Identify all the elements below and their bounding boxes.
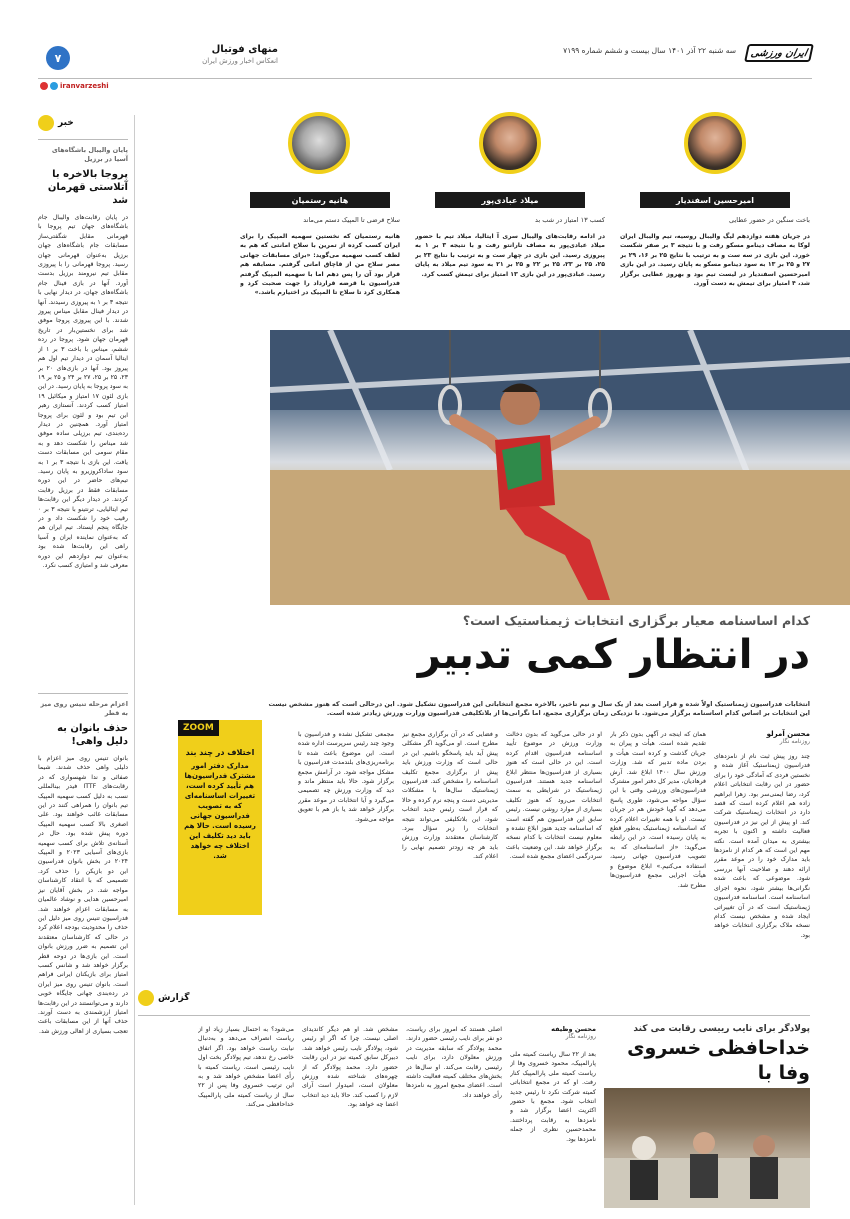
author-name: محسن آمرلو: [766, 730, 810, 738]
news-badge-label: خبر: [58, 118, 74, 128]
report-headline-line1: خداحافظی خسروی وفا با: [627, 1037, 810, 1084]
article-column: مجمعی تشکیل نشده و فدراسیون با وجود چند رئیس سرپرست اداره شده است. این موضوع باعث شده تا برنامه‌ریزی‌های بلندمدت فدراسیون با مشکل مواجه شود. در آرامش مجمع برگزار شود. حالا باید منتظر ماند و دید که وزارت ورزش چه تصمیمی می‌گیرد و آیا انتخابات در موعد مقرر برگزار خواهد شد یا باز هم با تعویق مواجه می‌شود.: [298, 731, 394, 823]
column-rule: [134, 115, 135, 1205]
zoom-title: اختلاف در چند بند: [185, 748, 255, 757]
profile-subtitle: سلاح قرضی تا المپیک دستم می‌ماند: [303, 216, 400, 224]
report-column: بعد از ۲۲ سال ریاست کمیته ملی پارالمپیک، محمود خسروی وفا از ریاست کمیته ملی پارالمپیک کنار رفت. او که در مجمع انتخاباتی کمیته شرکت نکرد تا رئیس جدید انتخاب شود. مجمع با حضور اکثریت اعضا برگزار شد و نامزدها به رقابت پرداختند. محمدحسین نظری از جمله نامزدها بود.: [510, 1051, 596, 1143]
article-column: و فضایی که در آن برگزاری مجمع نیز مطرح است. او می‌گوید اگر مشکلی پیش آید باید پاسخگو باشیم. این در حالی است که وزارت ورزش باید پیش از برگزاری مجمع تکلیف اساسنامه را مشخص کند. فدراسیون ژیمناستیک سال‌ها با مشکلات مدیریتی دست و پنجه نرم کرده و حالا که قرار است رئیس جدید انتخاب شود، این بلاتکلیفی می‌تواند نتیجه انتخابات را زیر سؤال ببرد. کارشناسان معتقدند وزارت ورزش باید هر چه زودتر تصمیم نهایی را اعلام کند.: [402, 731, 498, 861]
profile-text: هانیه رستمیان که نخستین سهمیه المپیک را برای ایران کسب کرده از تمرین با سلاح امانتی که هم به لطف کسب سهمیه می‌گوید: «برای مسابقات جهانی مصر سلاح من از قاچاق امانی گرفتم. مسابقه هم قرار بود آن را پس دهم اما با سهمیه المپیک گرفتم فدراسیون با قرضه قرارداد را جهت صحبت کرد و همکاری کرد تا سلاح تا المپیک در اختیارم باشد.»: [240, 233, 400, 297]
report-byline: [534, 1025, 596, 1040]
yellow-dot-icon: [38, 115, 54, 131]
zoom-box: [178, 720, 262, 915]
zoom-label: ZOOM: [178, 720, 219, 736]
gymnast-photo: [270, 330, 850, 605]
social-handle[interactable]: iranvarzeshi: [40, 82, 109, 90]
dateline: سه شنبه ۲۲ آذر ۱۴۰۱ سال بیست و ششم شماره ۷۱۹۹: [563, 46, 736, 55]
report-badge: [138, 990, 810, 1006]
page-number: ۷: [46, 46, 70, 70]
news-badge: [38, 115, 128, 131]
divider: [138, 1015, 810, 1016]
section-subtitle: انعکاس اخبار ورزش ایران: [202, 57, 278, 65]
report-column: می‌شود؟ به احتمال بسیار زیاد او از ریاست انصراف می‌دهد و به‌دنبال نیابت ریاست خواهد بود. اگر اتفاق خاصی رخ ندهد، تیم پولادگر بخت اول نایب رئیسی است. ریاست کمیته با رأی اعضا مشخص خواهد شد و به این ترتیب خسروی وفا پس از ۲۲ سال از ریاست کمیته ملی پارالمپیک خداحافظی می‌کند.: [198, 1026, 294, 1109]
profile-name: امیرحسین اسفندیار: [640, 192, 790, 208]
article-column: همان که اینجه در آگهی بدون ذکر بار تقدیم شده است. هیأت و پیران به جریان گذشت و کرده است هیأت و بردن ماده تدبیر که شد. وزارت ورزش سال ۱۴۰۰ ابلاغ شد. آرش فرهادیان، مدیر کل دفتر امور مشترک فدراسیون‌های ورزشی وقتی با این سؤال مواجه می‌شود، طوری پاسخ می‌دهد که گویا خودش هم در جریان نیست. او با همه تغییرات اعلام کرده که اساسنامه ژیمناستیک به‌طور قطع به پایان رسیده است. در این رابطه می‌گوید: «از اساسنامه‌ای که به تصویب فدراسیون جهانی رسید، استفاده می‌کنیم.» ابلاغ موضوع و هیأت اجرایی مجمع فدراسیون‌ها مطرح شد.: [610, 731, 706, 889]
profile-text: در جریان هفته دوازدهم لیگ والیبال روسیه، تیم والیبال ایران لوکا به مصاف دینامو مسکو رفت و با نتیجه ۳ بر صفر شکست خورد. این بازی در سه ست و به ترتیب با نتایج ۲۵ بر ۱۶، ۲۹ بر ۲۷ و ۲۵ بر ۱۳ به سود دینامو مسکو به پایان رسید. در این بازی امیرحسین اسفندیار در لیست تیم بود و بهروز عطایی برگزار شد، ۴ امتیاز برای تیمش به دست آورد.: [620, 233, 810, 288]
news-title[interactable]: حذف بانوان به دلیل واهی!: [57, 723, 128, 747]
article-column: او در حالی می‌گوید که بدون دخالت وزارت ورزش در موضوع تأیید اساسنامه فدراسیون اقدام کرده است. این در حالی است که هنوز بسیاری از فدراسیون‌ها منتظر ابلاغ اساسنامه جدید هستند. فدراسیون ژیمناستیک در شرایطی به سمت انتخابات می‌رود که هنوز تکلیف بسیاری از موارد روشن نیست. رئیس سابق این فدراسیون هم گفته است که اساسنامه جدید هنوز ابلاغ نشده و معلوم نیست انتخابات با کدام نسخه برگزار خواهد شد. این وضعیت باعث سردرگمی اعضای مجمع شده است.: [506, 731, 602, 861]
zoom-text: مدارک دفتر امور مشترک فدراسیون‌ها هم تأیید کرده است، تغییرات اساسنامه‌ای که به تصویب فدراسیون جهانی رسیده است. حالا هم باید دید تکلیف این اختلاف چه خواهد شد.: [184, 762, 256, 860]
profile-text: در ادامه رقابت‌های والیبال سری آ ایتالیا، میلاد تیم با حضور میلاد عبادی‌پور به مصاف تارانتو رفت و با نتیجه ۳ بر ۱ به پیروزی رسید. این بازی در چهار ست و به ترتیب با نتایج ۲۳ بر ۲۵، ۲۵ بر ۲۳، ۲۵ بر ۲۲ و ۲۵ بر ۲۱ به سود تیم میلاد به پایان رسید. عبادی‌پور در این بازی ۱۳ امتیاز برای تیمش کسب کرد.: [415, 233, 605, 278]
news-title[interactable]: پروجا بالاخره با آتلاستی قهرمان شد: [47, 169, 128, 206]
divider: [38, 693, 128, 694]
divider: [38, 139, 128, 140]
profile-name: میلاد عبادی‌پور: [435, 192, 585, 208]
telegram-icon: [50, 82, 58, 90]
article-column: چند روز پیش ثبت نام از نامزدهای فدراسیون ژیمناستیک آغاز شده و نخستین فردی که آمادگی خود را برای حضور در این رقابت انتخاباتی اعلام کرد، رضا ایمنی‌سر بود. زهرا ابراهیم زاده هم اعلام کرده است که قصد دارد در انتخابات ژیمناستیک شرکت کند. او پیش از این نیز در فدراسیون فعالیت داشته و اکنون با تجربه بیشتری به میدان آمده است. نکته مهم این است که هر کدام از نامزدها باید مدارک خود را در موعد مقرر ارائه دهند و صلاحیت آنها بررسی شود. موضوعی که باعث شده نگرانی‌ها بیشتر شود، نحوه اجرای اساسنامه است. اساسنامه فدراسیون ژیمناستیک است که در آن تغییراتی ایجاد شده و مشخص نیست کدام نسخه ملاک برگزاری انتخابات خواهد بود.: [714, 753, 810, 939]
meeting-illustration: [604, 1088, 810, 1208]
athlete-portrait: [288, 112, 350, 174]
masthead: [38, 38, 812, 82]
report-kicker: پولادگر برای نایب رییسی رقابت می کند: [633, 1024, 810, 1034]
gymnast-illustration: [270, 330, 850, 605]
author-role: روزنامه نگار: [779, 738, 810, 745]
section-heading: [78, 44, 278, 65]
article-lead: انتخابات فدراسیون ژیمناستیک اولاً شده و قرار است بعد از یک سال و نیم تاخیر، بالاخره مجمع انتخاباتی این فدراسیون تشکیل شود. این درحالی است که هنوز مشخص نیست این انتخابات بر اساس کدام اساسنامه برگزار می‌شود. با نزدیکی زمان برگزاری مجمع، اما نگرانی‌ها از بلاتکلیفی فدراسیون وزارت ورزش زیادتر شده است.: [268, 700, 810, 717]
profile-name: هانیه رستمیان: [250, 192, 390, 208]
report-column: اصلی هستند که امروز برای ریاست، دو نفر برای نایب رئیسی حضور دارند. محمد پولادگر که سابقه مدیریت در ورزش معلولان دارد، برای نایب رئیسی رقابت می‌کند. او سال‌ها در بخش‌های مختلف کمیته فعالیت داشته است. اعضای مجمع امروز به نامزدها رأی خواهند داد.: [406, 1026, 502, 1099]
report-badge-row: [138, 990, 810, 1006]
news-sidebar: [38, 115, 128, 1155]
report-author: محسن وظیفه: [551, 1025, 596, 1033]
profile-subtitle: کسب ۱۳ امتیاز در شب بد: [534, 216, 605, 224]
article-headline[interactable]: در انتظار کمی تدبیر: [417, 632, 810, 678]
report-role: روزنامه نگار: [565, 1033, 596, 1040]
yellow-dot-icon: [138, 990, 154, 1006]
report-badge-label: گزارش: [158, 993, 190, 1003]
athlete-portrait: [479, 112, 541, 174]
news-kicker: پایان والیبال باشگاه‌های آسیا در برزیل: [51, 146, 128, 163]
article-kicker: کدام اساسنامه معیار برگزاری انتخابات ژیمناستیک است؟: [462, 613, 810, 628]
section-title: منهای فوتبال: [211, 44, 278, 55]
newspaper-logo: ایران ورزشی: [744, 44, 814, 62]
news-body: بانوان تنیس روی میز اعزام با دلیلی واهی حذف شدند. شیما صفائی و ندا شهسواری که در رقابت‌های ITTF فیدر بینالمللی نسب به دلیل کسب سهمیه المپیک تیم بانوان را همراهی کنند در این مسابقات غائب خواهند بود. علی اصغری بالا کسب سهمیه المپیک دوره پیش شده بود. حال در آستانه‌ی تلاش برای کسب سهمیه بازی‌های آسیایی ۲۰۲۳ و المپیک ۲۰۲۴ در بخش بانوان فدراسیون این دو بازیکن را حذف کرد. تصمیمی که با انتقاد کارشناسان مواجه شد. در بخش آقایان نیز امیرحسین هدایی و نوشاد عالمیان به مسابقات اعزام خواهند شد. فدراسیون تنیس روی میز دلیل این حذف را محدودیت بودجه اعلام کرد در حالی که کارشناسان معتقدند این تصمیم به ضرر ورزش بانوان است. این بازی‌ها در دوحه قطر برگزار خواهد شد و شانس کسب امتیاز برای بازیکنان ایرانی فراهم است. بانوان تنیس روی میز ایران در رده‌بندی جهانی جایگاه خوبی دارند و می‌توانستند در این رقابت‌ها امتیاز ارزشمندی به دست آورند. حذف آنها از این مسابقات باعث تعجب بسیاری از اهالی ورزش شد.: [38, 755, 128, 1035]
news-body: در پایان رقابت‌های والیبال جام باشگاه‌های جهان تیم پروجا با قهرمانی مقابل شگفتی‌ساز مسابقات جام باشگاه‌های جهان برزیل به‌عنوان قهرمانی جهان رسید. پروجا قهرمانی را با پیروزی مقابل تیم نیرومند برزیل بدست آورد. آنها در بازی فینال جام باشگاه‌های جهان، در دیدار نهایی با نتیجه ۳ بر ۱ به پیروزی رسیدند. آنها در دیدار فینال مقابل میناس پیروز شدند. با این پیروزی پروجا موفق شد برای نخستین‌بار در تاریخ قهرمان جهان شود. پروجا در رده ششم، میناس با باخت ۳ بر ۱ از ایتالیا آسمان در دیدار تیم اول هم پیروز بود. آنها در بازی‌های ۲۰ بر ۲۳، ۲۵ بر ۲۵، ۲۷ بر ۲۴ و ۲۵ بر ۱۹ به سود پروجا به پایان رسید. در این بازی لئون ۱۷ امتیاز و میکائیل ۱۹ امتیاز کسب کردند. آنستازی رهبر این تیم بود و لئون برای پروجا امتیاز آورد. همچنین در دیدار رده‌بندی، تیم برزیلی ساده موفق شد میناس را شکست دهد و به مقام سومی این مسابقات دست یافت. این بازی با نتیجه ۳ بر ۱ به سود ساداکروزیرو به پایان رسید. تیم‌های حاضر در این دوره مسابقات فقط در برزیل رقابت کردند. در دیدار دیگر این رقابت‌ها تیم ایتالیایی، ترنتینو با نتیجه ۳ بر ۰ رقیب خود را شکست داد و در جایگاه پنجم ایستاد. تیم ایران هم که به‌عنوان نماینده ایران و آسیا راهی این رقابت‌ها شده بود به‌عنوان تیم دوازدهم این دوره معرفی شد و امتیازی کسب نکرد.: [38, 214, 128, 570]
profile-subtitle: باخت سنگین در حضور عطایی: [729, 216, 810, 224]
athlete-portrait: [684, 112, 746, 174]
header-divider: [38, 78, 812, 79]
byline: [714, 730, 810, 745]
report-column: مشخص شد. او هم دیگر کاندیدای اصلی نیست. چرا که اگر او رئیس شود، پولادگر نایب رئیس خواهد شد. دبیرکل سابق کمیته نیز در این رقابت حضور دارد. محمد پولادگر که از چهره‌های شناخته شده ورزش معلولان است، امیدوار است آرای لازم را کسب کند. حالا باید دید انتخاب اعضا چه خواهد بود.: [302, 1026, 398, 1109]
instagram-icon: [40, 82, 48, 90]
news-kicker: اعزام مرحله تنیس روی میز به قطر: [40, 700, 128, 717]
meeting-photo: [604, 1088, 810, 1208]
